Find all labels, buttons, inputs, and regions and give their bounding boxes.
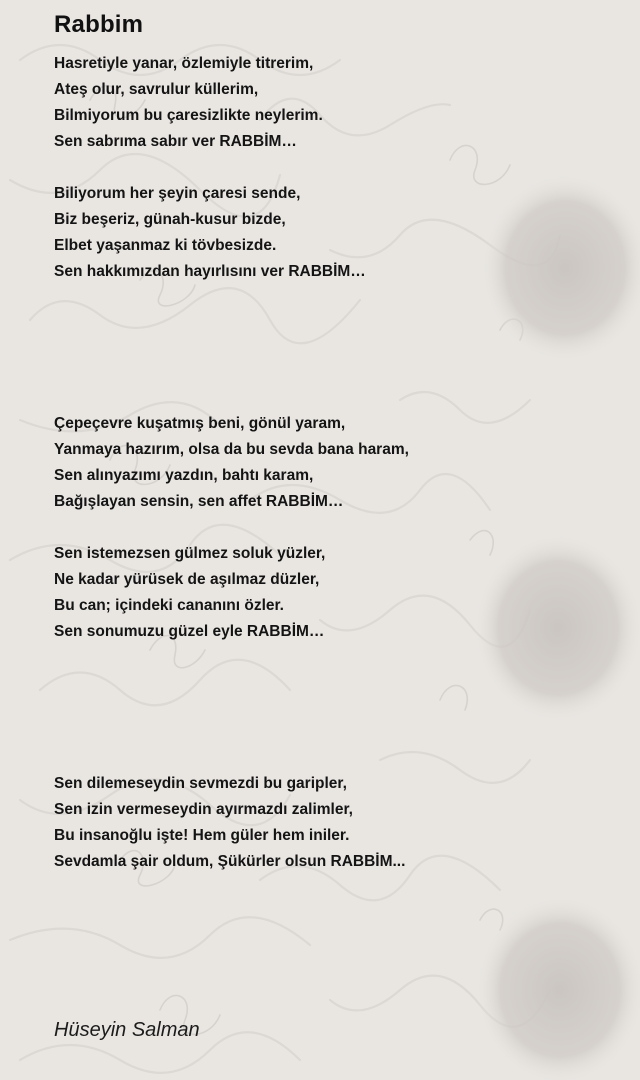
poem-line: Sen alınyazımı yazdın, bahtı karam, <box>54 467 314 484</box>
stanza-4 <box>54 541 325 645</box>
poem-line: Sen hakkımızdan hayırlısını ver RABBİM… <box>54 263 366 280</box>
poem-line: Bağışlayan sensin, sen affet RABBİM… <box>54 493 344 510</box>
poem-line: Ne kadar yürüsek de aşılmaz düzler, <box>54 571 320 588</box>
poem-line: Sen dilemeseydin sevmezdi bu garipler, <box>54 775 347 792</box>
poem-line: Bu can; içindeki cananını özler. <box>54 597 284 614</box>
poem-line: Bu insanoğlu işte! Hem güler hem iniler. <box>54 827 350 844</box>
author-name: Hüseyin Salman <box>54 1019 200 1041</box>
poem-line: Hasretiyle yanar, özlemiyle titrerim, <box>54 55 314 72</box>
poem-line: Biliyorum her şeyin çaresi sende, <box>54 185 301 202</box>
poem-line: Sen sabrıma sabır ver RABBİM… <box>54 133 297 150</box>
poem-line: Ateş olur, savrulur küllerim, <box>54 81 259 98</box>
stanza-3 <box>54 411 409 515</box>
stanza-1 <box>54 51 323 155</box>
poem-line: Bilmiyorum bu çaresizlikte neylerim. <box>54 107 323 124</box>
stanza-5 <box>54 771 405 875</box>
poem-line: Sen istemezsen gülmez soluk yüzler, <box>54 545 326 562</box>
stanza-2 <box>54 181 366 285</box>
poem-line: Elbet yaşanmaz ki tövbesizde. <box>54 237 277 254</box>
poem-line: Sen izin vermeseydin ayırmazdı zalimler, <box>54 801 353 818</box>
poem-title: Rabbim <box>54 11 144 38</box>
poem-line: Çepeçevre kuşatmış beni, gönül yaram, <box>54 415 346 432</box>
poem-line: Sen sonumuzu güzel eyle RABBİM… <box>54 623 325 640</box>
poem-line: Sevdamla şair oldum, Şükürler olsun RABBİM... <box>54 853 406 870</box>
poem-line: Yanmaya hazırım, olsa da bu sevda bana haram, <box>54 441 409 458</box>
poem-line: Biz beşeriz, günah-kusur bizde, <box>54 211 286 228</box>
